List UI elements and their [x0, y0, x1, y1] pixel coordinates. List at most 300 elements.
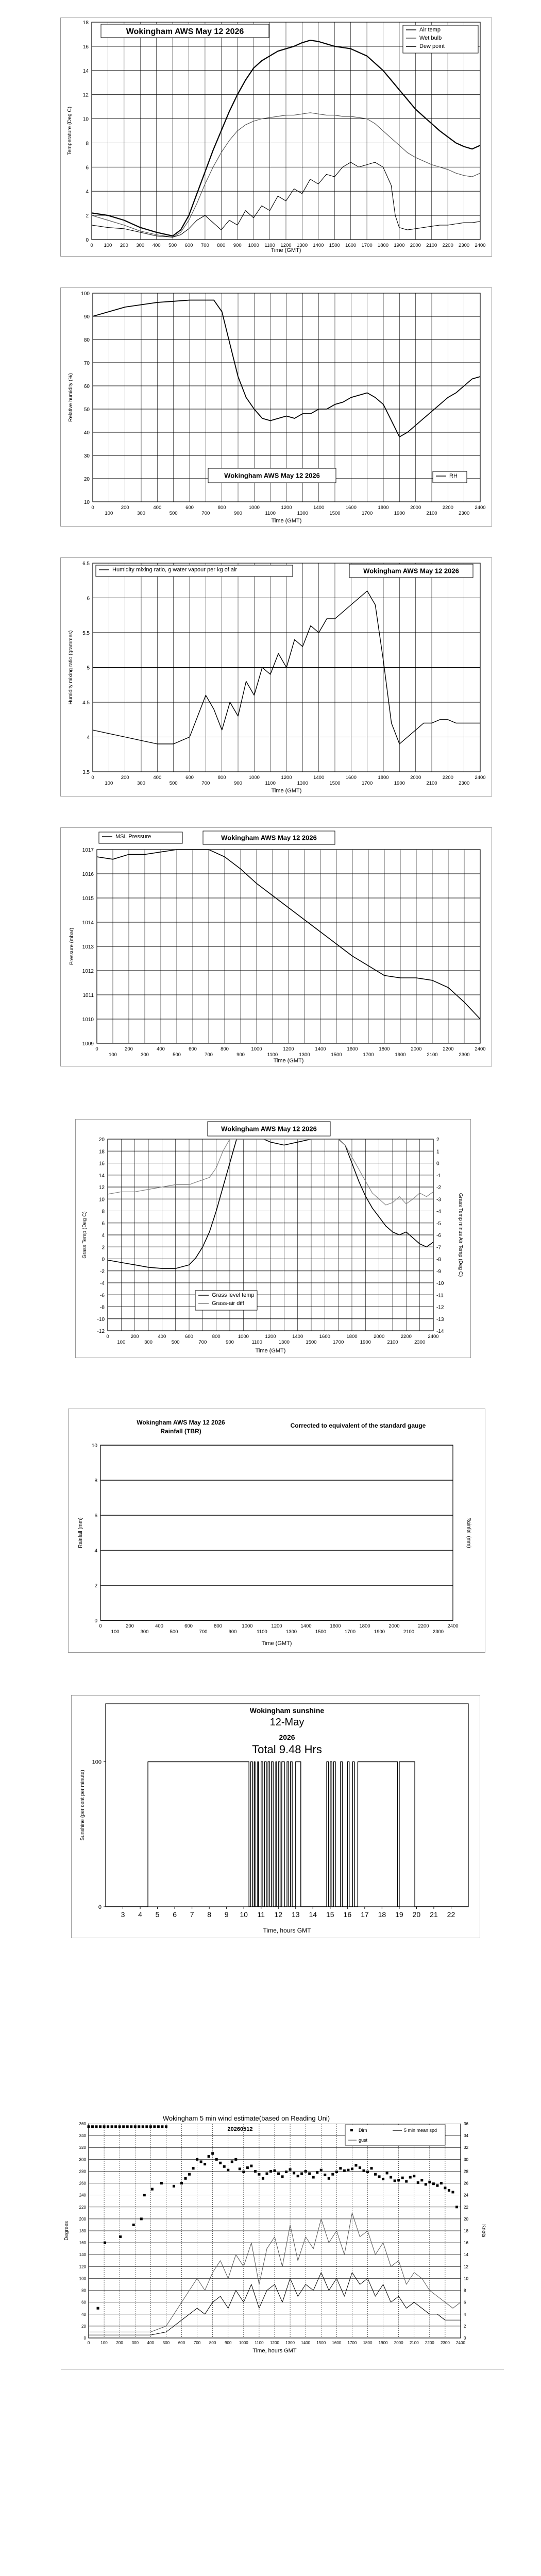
y-tick-label: 40	[81, 2312, 86, 2317]
wind-direction-point	[285, 2171, 288, 2173]
wind-direction-point	[151, 2188, 154, 2191]
x-tick-label: 1000	[248, 775, 260, 781]
y-tick-label: 1014	[82, 920, 94, 926]
x-tick-label: 1000	[248, 243, 259, 248]
x-tick-label: 1400	[313, 775, 325, 781]
wind-direction-point	[335, 2171, 338, 2173]
y2-tick-label: -10	[436, 1281, 444, 1286]
x-tick-label: 100	[104, 243, 112, 248]
x-tick-label: 1800	[346, 1334, 358, 1340]
wind-direction-point	[420, 2179, 423, 2181]
y-tick-label: 120	[79, 2264, 86, 2269]
x-tick-label: 1200	[265, 1334, 276, 1340]
x-tick-label: 2300	[459, 1052, 470, 1058]
chart-panel-grass	[75, 1119, 471, 1358]
y-tick-label: 40	[83, 430, 90, 436]
y-axis-label: Pressure (mbar)	[69, 927, 75, 965]
x-tick-label: 100	[111, 1629, 120, 1635]
x-tick-label: 1900	[360, 1340, 371, 1345]
x-axis-label: Time (GMT)	[261, 1640, 292, 1647]
x-tick-label: 900	[226, 1340, 234, 1345]
y-tick-label: 8	[94, 1478, 97, 1484]
y2-tick-label: 4	[464, 2312, 466, 2317]
y-tick-label: 14	[82, 68, 89, 74]
wind-direction-point	[308, 2173, 311, 2175]
x-tick-label: 2200	[443, 1046, 454, 1052]
x-tick-label: 300	[140, 1629, 149, 1635]
wind-direction-point	[208, 2155, 210, 2158]
wind-direction-point	[254, 2170, 257, 2173]
x-tick-label: 1500	[306, 1340, 317, 1345]
x-tick-label: 2400	[447, 1623, 459, 1629]
wind-direction-point	[161, 2125, 163, 2128]
x-tick-label: 2000	[394, 2341, 403, 2345]
y2-tick-label: 24	[464, 2193, 468, 2198]
wind-direction-point	[111, 2125, 113, 2128]
x-tick-label: 2200	[442, 243, 453, 248]
y-tick-label: 200	[79, 2216, 86, 2222]
wind-direction-point	[219, 2162, 222, 2164]
x-tick-label: 600	[185, 775, 194, 781]
y-tick-label: 100	[81, 291, 90, 297]
y-tick-label: 3.5	[82, 770, 90, 775]
wind-direction-point	[305, 2170, 307, 2173]
y-tick-label: 1016	[82, 872, 94, 877]
x-tick-label: 2000	[388, 1623, 400, 1629]
x-tick-label: 2000	[410, 243, 421, 248]
wind-direction-point	[440, 2182, 443, 2184]
chart-title: Wokingham AWS May 12 2026	[363, 567, 459, 575]
y-tick-label: 20	[81, 2324, 86, 2329]
x-tick-label: 1900	[394, 781, 405, 786]
wind-chart	[61, 2111, 489, 2362]
wind-direction-point	[97, 2307, 99, 2310]
x-tick-label: 100	[105, 781, 113, 786]
y2-tick-label: 6	[464, 2300, 466, 2305]
humidity-chart	[61, 288, 492, 526]
y2-tick-label: -7	[436, 1245, 441, 1251]
x-tick-label: 2200	[400, 1334, 412, 1340]
x-tick-label: 1100	[251, 1340, 262, 1345]
wind-direction-point	[281, 2175, 284, 2178]
x-tick-label: 17	[361, 1910, 369, 1919]
x-tick-label: 600	[185, 1334, 193, 1340]
pressure-chart	[61, 828, 492, 1066]
x-tick-label: 0	[91, 775, 94, 781]
x-tick-label: 1700	[347, 2341, 357, 2345]
y-tick-label: 220	[79, 2205, 86, 2210]
y2-tick-label: 8	[464, 2288, 466, 2293]
y-tick-label: 280	[79, 2169, 86, 2174]
wind-direction-point	[262, 2177, 264, 2180]
y-tick-label: 4	[86, 189, 89, 195]
wind-direction-point	[258, 2173, 260, 2176]
wind-direction-point	[122, 2125, 125, 2128]
x-tick-label: 100	[100, 2341, 108, 2345]
y-tick-label: 18	[98, 1149, 105, 1155]
chart-date-label: 20260512	[227, 2126, 253, 2132]
x-tick-label: 700	[201, 511, 210, 516]
y-tick-label: 16	[82, 44, 89, 50]
wind-direction-point	[242, 2171, 245, 2173]
series-line-0	[106, 1762, 468, 1907]
wind-direction-point	[455, 2206, 458, 2208]
x-tick-label: 2300	[459, 781, 470, 786]
wind-direction-point	[192, 2167, 195, 2170]
wind-direction-point	[428, 2181, 431, 2183]
wind-direction-point	[204, 2163, 206, 2165]
y-tick-label: 80	[81, 2288, 86, 2293]
wind-direction-point	[417, 2181, 419, 2184]
wind-direction-point	[324, 2174, 326, 2176]
x-tick-label: 1800	[359, 1623, 370, 1629]
x-tick-label: 9	[224, 1910, 229, 1919]
y2-tick-label: -4	[436, 1209, 441, 1215]
wind-direction-point	[157, 2125, 160, 2128]
x-tick-label: 1200	[270, 2341, 279, 2345]
x-tick-label: 2000	[374, 1334, 385, 1340]
x-tick-label: 400	[147, 2341, 155, 2345]
y-tick-label: 10	[91, 1443, 97, 1449]
x-tick-label: 800	[217, 505, 226, 511]
y-tick-label: 160	[79, 2241, 86, 2246]
y-axis-label: Grass Temp (Deg C)	[82, 1211, 88, 1259]
wind-direction-point	[246, 2166, 249, 2169]
x-tick-label: 100	[109, 1052, 117, 1058]
legend-label: Grass level temp	[212, 1292, 255, 1298]
wind-direction-point	[448, 2189, 450, 2192]
wind-direction-point	[351, 2167, 353, 2170]
x-tick-label: 400	[153, 505, 162, 511]
y-tick-label: 320	[79, 2145, 86, 2150]
x-tick-label: 800	[217, 243, 226, 248]
y-tick-label: 0	[83, 2336, 86, 2341]
y2-tick-label: 32	[464, 2145, 468, 2150]
wind-direction-point	[444, 2187, 446, 2189]
x-tick-label: 0	[87, 2341, 90, 2345]
x-tick-label: 4	[138, 1910, 142, 1919]
x-tick-label: 200	[121, 775, 129, 781]
x-tick-label: 19	[395, 1910, 403, 1919]
wind-direction-point	[289, 2168, 292, 2171]
y-tick-label: 50	[83, 407, 90, 413]
x-tick-label: 500	[162, 2341, 170, 2345]
y-tick-label: 12	[82, 92, 89, 98]
x-tick-label: 2100	[426, 243, 437, 248]
x-tick-label: 1600	[332, 2341, 342, 2345]
y-tick-label: 30	[83, 453, 90, 459]
y-tick-label: 5	[87, 665, 90, 671]
wind-direction-point	[394, 2179, 396, 2182]
y2-tick-label: -8	[436, 1257, 441, 1263]
y-tick-label: 360	[79, 2122, 86, 2126]
x-tick-label: 2100	[387, 1340, 398, 1345]
wind-direction-point	[378, 2175, 381, 2178]
x-tick-label: 1900	[395, 1052, 406, 1058]
x-tick-label: 1500	[331, 1052, 342, 1058]
wind-direction-point	[103, 2125, 106, 2128]
x-tick-label: 1900	[394, 511, 405, 516]
x-tick-label: 700	[201, 781, 210, 786]
chart-title: Wokingham sunshine	[249, 1706, 325, 1715]
wind-direction-point	[401, 2177, 404, 2179]
y2-tick-label: 2	[464, 2324, 466, 2329]
x-tick-label: 200	[130, 1334, 139, 1340]
y2-tick-label: 36	[464, 2122, 468, 2126]
y2-tick-label: -5	[436, 1221, 441, 1227]
x-axis-label: Time (GMT)	[271, 788, 302, 794]
x-tick-label: 200	[126, 1623, 134, 1629]
y2-tick-label: -13	[436, 1316, 444, 1323]
chart-date: 12-May	[269, 1717, 305, 1728]
x-tick-label: 400	[152, 243, 161, 248]
y-tick-label: -4	[100, 1281, 105, 1286]
x-tick-label: 1600	[345, 775, 357, 781]
legend-label: Wet bulb	[419, 35, 442, 41]
wind-direction-point	[234, 2158, 237, 2161]
legend-label: RH	[449, 473, 458, 479]
y2-tick-label: -3	[436, 1197, 441, 1203]
wind-direction-point	[165, 2125, 167, 2128]
x-tick-label: 2200	[442, 775, 453, 781]
wind-direction-point	[149, 2125, 152, 2128]
x-tick-label: 1100	[265, 781, 276, 786]
y-tick-label: 140	[79, 2252, 86, 2258]
x-axis-label: Time (GMT)	[270, 247, 301, 253]
x-tick-label: 300	[144, 1340, 153, 1345]
y-tick-label: 12	[98, 1185, 105, 1191]
wind-direction-point	[320, 2169, 323, 2172]
x-tick-label: 0	[90, 243, 93, 248]
x-tick-label: 100	[117, 1340, 126, 1345]
grass-temperature-chart	[76, 1120, 470, 1358]
wind-direction-point	[173, 2185, 175, 2188]
y-tick-label: 1011	[82, 993, 94, 998]
y2-tick-label: 22	[464, 2205, 468, 2210]
y-tick-label: -8	[100, 1304, 105, 1311]
rainfall-chart	[69, 1409, 485, 1652]
y-tick-label: -10	[97, 1316, 105, 1323]
wind-direction-point	[184, 2177, 187, 2180]
x-tick-label: 2100	[426, 781, 437, 786]
chart-title: Wokingham AWS May 12 2026	[221, 834, 317, 842]
x-tick-label: 6	[173, 1910, 177, 1919]
y-tick-label: 1015	[82, 896, 94, 902]
y-tick-label: 6	[86, 165, 89, 171]
y-tick-label: 2	[86, 213, 89, 219]
y-axis-label: Temperature (Deg C)	[67, 107, 73, 155]
x-axis-label: Time (GMT)	[255, 1348, 286, 1354]
wind-direction-point	[160, 2182, 163, 2184]
x-tick-label: 2200	[442, 505, 453, 511]
x-tick-label: 1400	[301, 2341, 311, 2345]
x-tick-label: 12	[274, 1910, 283, 1919]
legend-label: 5 min mean spd	[404, 2128, 437, 2133]
wind-direction-point	[354, 2164, 357, 2166]
x-tick-label: 700	[200, 243, 209, 248]
y2-tick-label: -2	[436, 1185, 441, 1191]
x-tick-label: 7	[190, 1910, 194, 1919]
x-tick-label: 1000	[251, 1046, 262, 1052]
y2-tick-label: -6	[436, 1233, 441, 1239]
x-tick-label: 1200	[283, 1046, 294, 1052]
wind-direction-point	[119, 2125, 121, 2128]
x-tick-label: 500	[173, 1052, 181, 1058]
wind-direction-point	[104, 2242, 106, 2244]
x-tick-label: 600	[184, 1623, 193, 1629]
chart-panel-wind	[61, 2111, 489, 2362]
y-tick-label: 0	[98, 1904, 102, 1910]
wind-direction-point	[145, 2125, 148, 2128]
y-tick-label: 10	[83, 500, 90, 505]
x-tick-label: 900	[234, 511, 242, 516]
y2-tick-label: -14	[436, 1329, 444, 1334]
y-tick-label: 180	[79, 2229, 86, 2233]
y-tick-label: 1009	[82, 1041, 94, 1047]
wind-direction-point	[134, 2125, 137, 2128]
wind-direction-point	[397, 2179, 400, 2181]
x-tick-label: 200	[125, 1046, 133, 1052]
x-tick-label: 1100	[255, 2341, 264, 2345]
wind-direction-point	[200, 2160, 202, 2163]
x-axis-label: Time (GMT)	[271, 518, 302, 524]
y-tick-label: 20	[98, 1137, 105, 1143]
chart-title: Wokingham 5 min wind estimate(based on Reading Uni)	[162, 2114, 330, 2122]
chart-panel-rainfall	[68, 1409, 485, 1653]
legend-label: Air temp	[419, 27, 441, 33]
wind-direction-point	[99, 2125, 102, 2128]
x-tick-label: 2100	[403, 1629, 415, 1635]
chart-panel-humidity	[60, 287, 492, 527]
y-tick-label: 60	[83, 384, 90, 389]
y2-tick-label: 26	[464, 2181, 468, 2186]
x-tick-label: 1800	[378, 505, 389, 511]
y2-tick-label: -9	[436, 1268, 441, 1275]
x-tick-label: 0	[91, 505, 94, 511]
mixing-ratio-chart	[61, 558, 492, 796]
wind-direction-point	[425, 2183, 427, 2185]
y-tick-label: 16	[98, 1161, 105, 1167]
x-tick-label: 400	[158, 1334, 166, 1340]
y-tick-label: 10	[82, 116, 89, 123]
y-tick-label: 300	[79, 2157, 86, 2162]
x-tick-label: 2200	[425, 2341, 434, 2345]
y2-tick-label: 14	[464, 2252, 468, 2258]
legend-label: gust	[359, 2138, 368, 2143]
y-tick-label: 90	[83, 314, 90, 320]
wind-direction-point	[366, 2171, 369, 2173]
y2-tick-label: 20	[464, 2216, 468, 2222]
x-tick-label: 2000	[411, 1046, 422, 1052]
x-tick-label: 1400	[313, 243, 324, 248]
y-tick-label: 100	[92, 1759, 102, 1766]
chart-panel-mixing-ratio	[60, 557, 492, 796]
x-tick-label: 1800	[379, 1046, 390, 1052]
wind-direction-point	[140, 2217, 143, 2220]
x-tick-label: 1800	[377, 243, 389, 248]
x-tick-label: 900	[236, 1052, 245, 1058]
y-tick-label: -6	[100, 1293, 105, 1299]
chart-label: Rainfall (TBR)	[160, 1428, 201, 1435]
x-tick-label: 900	[228, 1629, 237, 1635]
wind-direction-point	[231, 2160, 233, 2163]
y2-tick-label: 12	[464, 2264, 468, 2269]
y-tick-label: 2	[94, 1583, 97, 1589]
chart-year: 2026	[279, 1733, 295, 1741]
x-tick-label: 1600	[330, 1623, 341, 1629]
y2-tick-label: 2	[436, 1137, 439, 1143]
x-tick-label: 2400	[456, 2341, 465, 2345]
x-tick-label: 2300	[459, 243, 470, 248]
x-tick-label: 2400	[475, 505, 486, 511]
wind-direction-point	[239, 2167, 241, 2170]
wind-direction-point	[374, 2173, 377, 2176]
chart-panel-pressure	[60, 827, 492, 1066]
x-tick-label: 800	[209, 2341, 216, 2345]
wind-direction-point	[130, 2125, 132, 2128]
x-tick-label: 800	[214, 1623, 222, 1629]
y2-tick-label: -12	[436, 1304, 444, 1311]
x-tick-label: 1000	[242, 1623, 253, 1629]
legend-label: MSL Pressure	[115, 834, 151, 840]
wind-direction-point	[277, 2173, 280, 2175]
x-tick-label: 1200	[280, 243, 292, 248]
wind-direction-point	[180, 2182, 183, 2184]
wind-direction-point	[223, 2165, 226, 2168]
wind-direction-point	[390, 2176, 392, 2179]
sunshine-total: Total 9.48 Hrs	[252, 1743, 322, 1756]
x-tick-label: 1500	[329, 511, 341, 516]
x-tick-label: 1600	[347, 1046, 358, 1052]
x-tick-label: 13	[291, 1910, 300, 1919]
x-tick-label: 18	[378, 1910, 386, 1919]
x-tick-label: 700	[193, 2341, 201, 2345]
x-tick-label: 600	[178, 2341, 185, 2345]
y-tick-label: 70	[83, 361, 90, 366]
x-tick-label: 400	[155, 1623, 163, 1629]
wind-direction-point	[436, 2184, 438, 2187]
sunshine-chart	[72, 1696, 480, 1938]
x-tick-label: 200	[116, 2341, 123, 2345]
wind-direction-point	[114, 2125, 117, 2128]
wind-direction-point	[405, 2180, 408, 2183]
y-tick-label: 8	[102, 1209, 105, 1215]
x-tick-label: 600	[184, 243, 193, 248]
y2-tick-label: 0	[436, 1161, 439, 1167]
y-tick-label: 240	[79, 2193, 86, 2198]
y-axis-label: Humidity mixing ratio (grammes)	[68, 630, 74, 705]
y-tick-label: 6	[87, 596, 90, 602]
y-tick-label: 0	[86, 238, 89, 243]
x-tick-label: 2400	[475, 243, 486, 248]
wind-direction-point	[250, 2165, 252, 2167]
y-tick-label: 100	[79, 2276, 86, 2281]
x-tick-label: 16	[343, 1910, 352, 1919]
x-tick-label: 1300	[297, 781, 308, 786]
x-tick-label: 2000	[410, 775, 421, 781]
temperature-chart	[61, 18, 492, 256]
x-tick-label: 500	[169, 511, 178, 516]
x-tick-label: 600	[189, 1046, 197, 1052]
wind-direction-point	[88, 2125, 90, 2128]
wind-direction-point	[339, 2167, 342, 2170]
wind-direction-point	[138, 2125, 140, 2128]
y-tick-label: 5.5	[82, 631, 90, 636]
y-tick-label: 1013	[82, 944, 94, 950]
y-axis-label: Relative humidity (%)	[68, 373, 74, 422]
x-tick-label: 14	[309, 1910, 317, 1919]
x-tick-label: 600	[185, 505, 194, 511]
